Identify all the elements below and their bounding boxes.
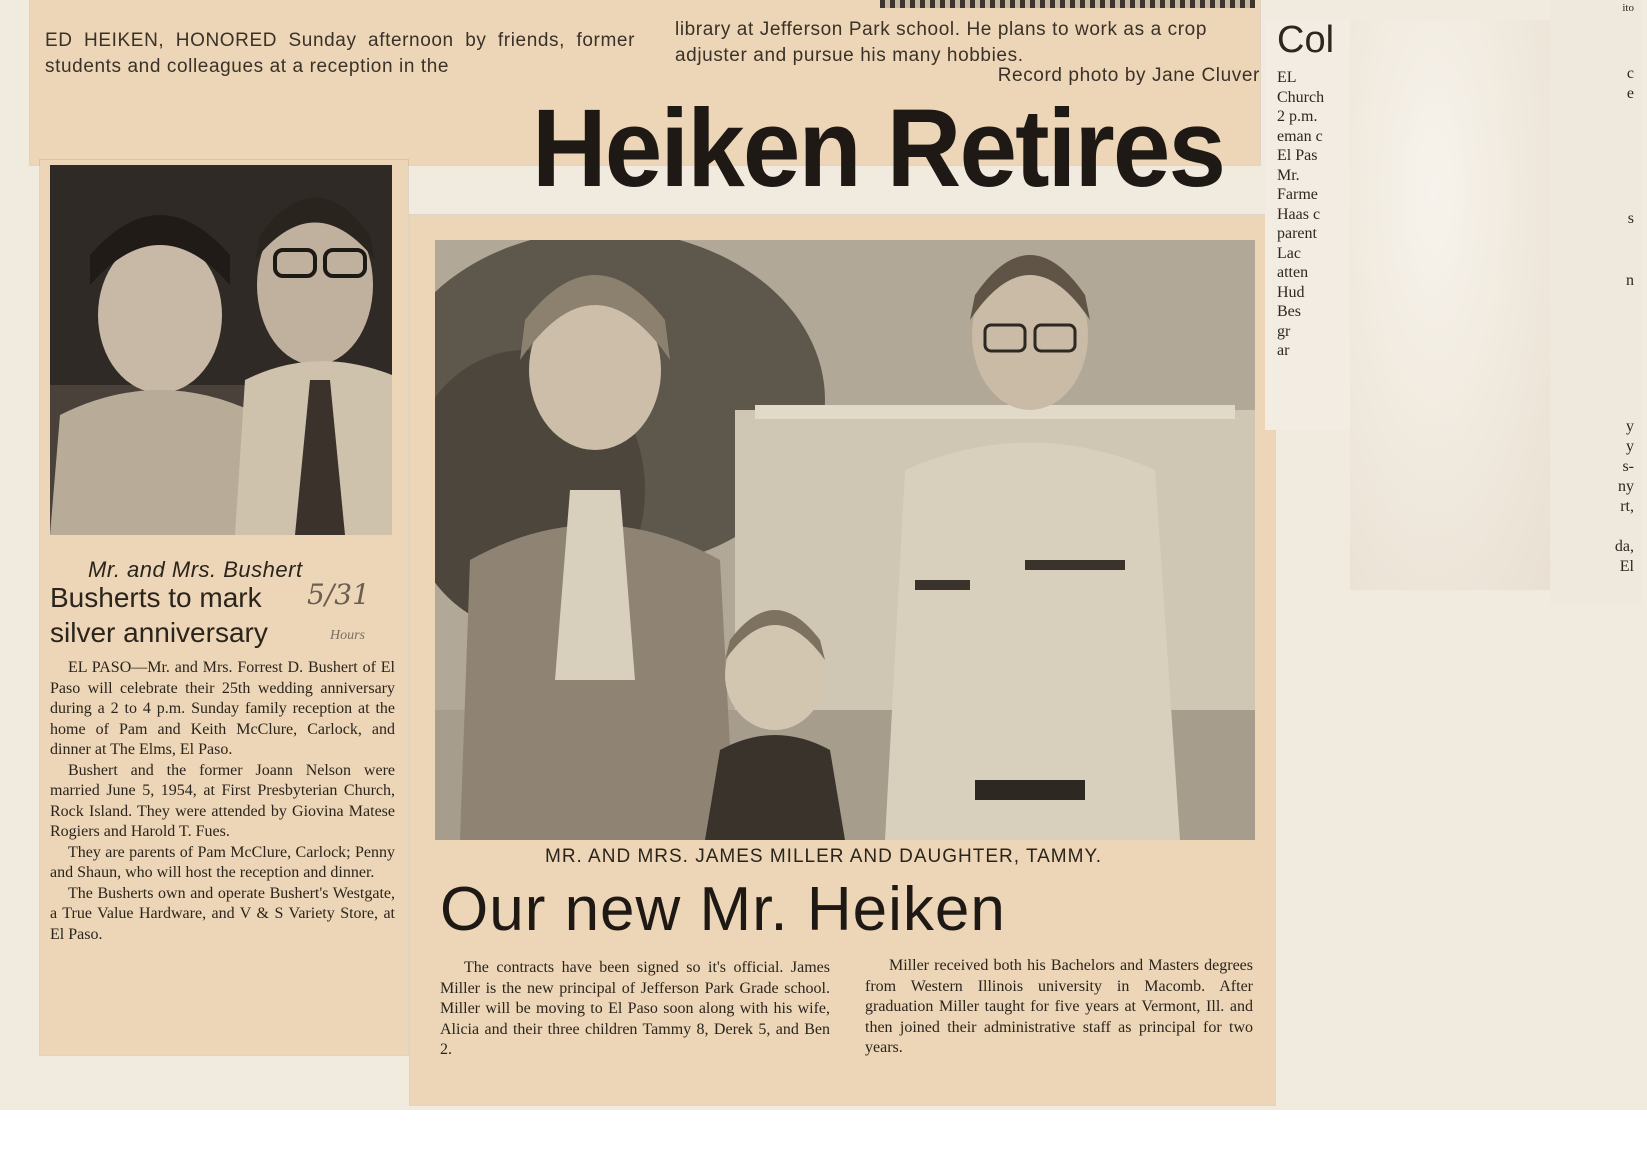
main-headline: Heiken Retires bbox=[532, 87, 1225, 210]
side-fragment: Hud bbox=[1277, 283, 1305, 301]
right-fragment: El bbox=[1619, 558, 1634, 575]
bushert-paragraph: Bushert and the former Joann Nelson were married June 5, 1954, at First Presbyterian Church, Rock Island. They were attended by Giovina Matese Rogiers and Harold T. Fues. bbox=[50, 761, 395, 840]
side-fragment: Bes bbox=[1277, 303, 1301, 320]
side-fragment: gr bbox=[1277, 322, 1291, 340]
side-fragment: Haas c bbox=[1277, 205, 1321, 223]
side-fragment: El Pas bbox=[1277, 147, 1318, 164]
side-fragment: parent bbox=[1277, 225, 1317, 242]
right-fragment: ito bbox=[1622, 2, 1634, 14]
side-fragment: eman c bbox=[1277, 127, 1323, 145]
right-fragment: da, bbox=[1614, 538, 1634, 555]
side-fragment: Mr. bbox=[1277, 166, 1300, 184]
right-fragment: rt, bbox=[1620, 498, 1634, 515]
side-fragment: EL bbox=[1277, 69, 1297, 86]
miller-photo-caption: MR. AND MRS. JAMES MILLER AND DAUGHTER, TAMMY. bbox=[545, 846, 1102, 867]
miller-column-2: Miller received both his Bachelors and Masters degrees from Western Illinois university in Macomb. After graduation Miller taught for five years at Vermont, Ill. and then joined their administrative staff as principal for two years. bbox=[865, 957, 1253, 1056]
right-fragment: y bbox=[1626, 438, 1634, 455]
handwritten-date: 5/31 bbox=[307, 578, 370, 611]
miller-photo-figures bbox=[435, 240, 1255, 840]
right-fragment: e bbox=[1626, 85, 1634, 102]
photo-credit: Record photo by Jane Cluver bbox=[997, 65, 1260, 86]
bushert-photo-figures bbox=[50, 165, 392, 535]
side-fragment: Church bbox=[1277, 88, 1325, 106]
bushert-paragraph: The Busherts own and operate Bushert's Westgate, a True Value Hardware, and V & S Variety Store, at El Paso. bbox=[50, 884, 395, 943]
handwritten-note: Hours bbox=[330, 628, 366, 643]
bushert-article-body bbox=[50, 658, 395, 945]
top-caption-left: ED HEIKEN, HONORED Sunday afternoon by friends, former students and colleagues at a reception in the bbox=[45, 30, 635, 77]
bushert-headline-line2: silver anniversary bbox=[50, 617, 268, 648]
miller-column-1: The contracts have been signed so it's official. James Miller is the new principal of Jefferson Park Grade school. Miller will be moving to El Paso soon along with his wife, Alicia and their three children Tammy 8, Derek 5, and Ben 2. bbox=[440, 959, 830, 1058]
right-fragment: n bbox=[1626, 272, 1634, 289]
right-fragment: y bbox=[1626, 418, 1634, 435]
miller-headline: Our new Mr. Heiken bbox=[440, 875, 1006, 944]
right-fragment: ny bbox=[1618, 478, 1634, 495]
bushert-photo bbox=[50, 165, 392, 535]
bushert-photo-caption: Mr. and Mrs. Bushert bbox=[88, 557, 303, 582]
right-edge-clipping bbox=[1550, 0, 1642, 605]
right-fragment: s bbox=[1627, 210, 1634, 227]
bushert-paragraph: EL PASO—Mr. and Mrs. Forrest D. Bushert of El Paso will celebrate their 25th wedding anniversary during a 2 to 4 p.m. Sunday family reception at the home of Pam and Keith McClure, Carlock, and dinner at The Elms, El Paso. bbox=[50, 659, 395, 758]
bushert-headline-line1: Busherts to mark bbox=[50, 582, 262, 613]
side-column-title: Col bbox=[1277, 20, 1335, 61]
side-fragment: Lac bbox=[1277, 244, 1301, 262]
top-caption-right: library at Jefferson Park school. He plans to work as a crop adjuster and pursue his many hobbies. bbox=[675, 19, 1207, 66]
right-fragment: s- bbox=[1622, 458, 1634, 475]
photo-strip bbox=[880, 0, 1255, 8]
miller-family-photo bbox=[435, 240, 1255, 840]
right-fragment: c bbox=[1626, 65, 1634, 82]
side-fragment: Farme bbox=[1277, 186, 1318, 203]
bushert-paragraph: They are parents of Pam McClure, Carlock; Penny and Shaun, who will host the reception and dinner. bbox=[50, 843, 395, 881]
side-fragment: atten bbox=[1277, 264, 1309, 281]
side-fragment: ar bbox=[1277, 342, 1290, 359]
side-fragment: 2 p.m. bbox=[1277, 108, 1318, 125]
torn-paper-area bbox=[1350, 20, 1560, 590]
